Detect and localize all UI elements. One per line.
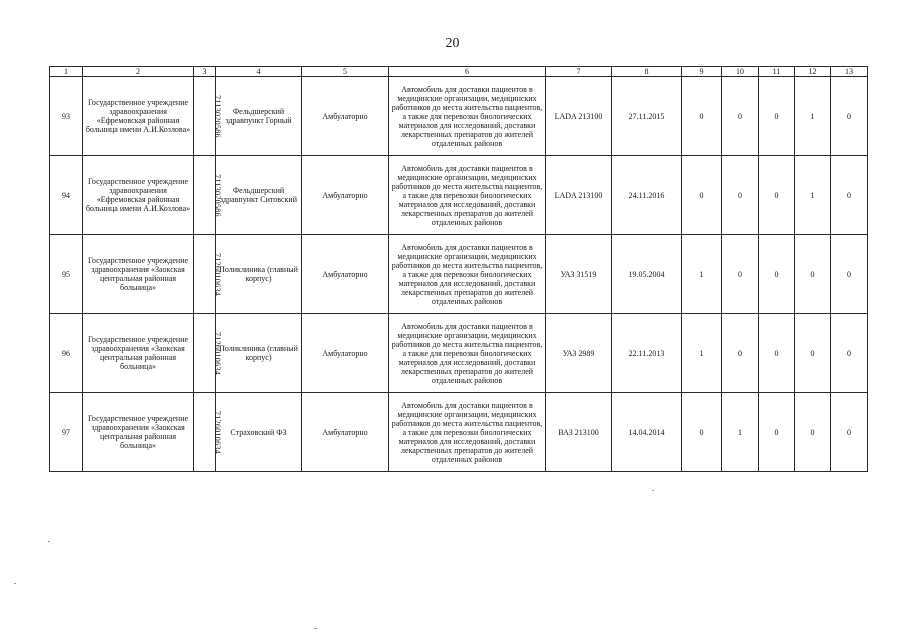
vehicle-purpose: Автомобиль для доставки пациентов в медицинские организации, медицинских работников до места жительства пациентов, а также для перевозки биологических материалов для исследований, доставки лекарственных препаратов до жителей отдаленных районов bbox=[389, 156, 546, 235]
vehicle-purpose: Автомобиль для доставки пациентов в медицинские организации, медицинских работников до места жительства пациентов, а также для перевозки биологических материалов для исследований, доставки лекарственных препаратов до жителей отдаленных районов bbox=[389, 393, 546, 472]
vehicle-model: УАЗ 2989 bbox=[546, 314, 612, 393]
col-12-value: 1 bbox=[795, 156, 831, 235]
inn-cell bbox=[194, 314, 222, 393]
vehicle-model: LADA 213100 bbox=[546, 156, 612, 235]
unit-name: Фельдшерский здравпункт Ситовский bbox=[216, 156, 302, 235]
col-header-9: 9 bbox=[682, 67, 722, 77]
col-header-7: 7 bbox=[546, 67, 612, 77]
acquisition-date: 24.11.2016 bbox=[612, 156, 682, 235]
row-number: 96 bbox=[50, 314, 83, 393]
col-13-value: 0 bbox=[831, 393, 868, 472]
col-11-value: 0 bbox=[759, 77, 795, 156]
inn-cell bbox=[194, 235, 222, 314]
inn-text: 7126010634 bbox=[213, 331, 222, 375]
col-header-11: 11 bbox=[759, 67, 795, 77]
acquisition-date: 14.04.2014 bbox=[612, 393, 682, 472]
acquisition-date: 27.11.2015 bbox=[612, 77, 682, 156]
col-9-value: 1 bbox=[682, 314, 722, 393]
page-number: 20 bbox=[445, 36, 460, 51]
table-row bbox=[50, 156, 868, 235]
row-number: 93 bbox=[50, 77, 83, 156]
vehicle-registry-table bbox=[49, 66, 868, 472]
table-row bbox=[50, 393, 868, 472]
organization-name: Государственное учреждение здравоохранения «Заокская центральная районная больница» bbox=[83, 393, 194, 472]
inn-cell bbox=[194, 156, 222, 235]
row-number: 97 bbox=[50, 393, 83, 472]
acquisition-date: 19.05.2004 bbox=[612, 235, 682, 314]
col-13-value: 0 bbox=[831, 77, 868, 156]
col-header-10: 10 bbox=[722, 67, 759, 77]
col-header-1: 1 bbox=[50, 67, 83, 77]
organization-name: Государственное учреждение здравоохранения «Ефремовская районная больница имени А.И.Козлова» bbox=[83, 156, 194, 235]
col-10-value: 0 bbox=[722, 235, 759, 314]
col-12-value: 1 bbox=[795, 77, 831, 156]
acquisition-date: 22.11.2013 bbox=[612, 314, 682, 393]
col-13-value: 0 bbox=[831, 156, 868, 235]
care-type: Амбулаторно bbox=[302, 235, 389, 314]
col-header-3: 3 bbox=[194, 67, 216, 77]
vehicle-purpose: Автомобиль для доставки пациентов в медицинские организации, медицинских работников до места жительства пациентов, а также для перевозки биологических материалов для исследований, доставки лекарственных препаратов до жителей отдаленных районов bbox=[389, 235, 546, 314]
inn-text: 7113020586 bbox=[212, 173, 222, 217]
col-11-value: 0 bbox=[759, 393, 795, 472]
vehicle-purpose: Автомобиль для доставки пациентов в медицинские организации, медицинских работников до места жительства пациентов, а также для перевозки биологических материалов для исследований, доставки лекарственных препаратов до жителей отдаленных районов bbox=[389, 314, 546, 393]
col-10-value: 1 bbox=[722, 393, 759, 472]
col-header-13: 13 bbox=[831, 67, 868, 77]
inn-text: 7126010634 bbox=[213, 410, 222, 454]
column-number-row bbox=[50, 67, 868, 77]
organization-name: Государственное учреждение здравоохранения «Заокская центральная районная больница» bbox=[83, 235, 194, 314]
col-header-5: 5 bbox=[302, 67, 389, 77]
care-type: Амбулаторно bbox=[302, 314, 389, 393]
col-header-2: 2 bbox=[83, 67, 194, 77]
col-10-value: 0 bbox=[722, 314, 759, 393]
col-12-value: 0 bbox=[795, 314, 831, 393]
col-header-8: 8 bbox=[612, 67, 682, 77]
organization-name: Государственное учреждение здравоохранения «Заокская центральная районная больница» bbox=[83, 314, 194, 393]
col-9-value: 1 bbox=[682, 235, 722, 314]
table-row bbox=[50, 77, 868, 156]
table-row bbox=[50, 235, 868, 314]
col-10-value: 0 bbox=[722, 77, 759, 156]
care-type: Амбулаторно bbox=[302, 393, 389, 472]
col-header-4: 4 bbox=[216, 67, 302, 77]
col-12-value: 0 bbox=[795, 393, 831, 472]
inn-cell bbox=[194, 77, 222, 156]
col-9-value: 0 bbox=[682, 77, 722, 156]
col-11-value: 0 bbox=[759, 314, 795, 393]
inn-cell bbox=[194, 393, 222, 472]
col-11-value: 0 bbox=[759, 156, 795, 235]
unit-name: Страховский ФЗ bbox=[216, 393, 302, 472]
inn-text: 7113020586 bbox=[212, 94, 222, 138]
vehicle-model: LADA 213100 bbox=[546, 77, 612, 156]
col-9-value: 0 bbox=[682, 156, 722, 235]
scan-speck bbox=[314, 628, 317, 629]
scan-speck bbox=[652, 490, 654, 491]
table-row bbox=[50, 314, 868, 393]
col-10-value: 0 bbox=[722, 156, 759, 235]
row-number: 95 bbox=[50, 235, 83, 314]
vehicle-model: ВАЗ 213100 bbox=[546, 393, 612, 472]
care-type: Амбулаторно bbox=[302, 156, 389, 235]
col-9-value: 0 bbox=[682, 393, 722, 472]
row-number: 94 bbox=[50, 156, 83, 235]
unit-name: Поликлиника (главный корпус) bbox=[216, 314, 302, 393]
unit-name: Фельдшерский здравпункт Горный bbox=[216, 77, 302, 156]
unit-name: Поликлиника (главный корпус) bbox=[216, 235, 302, 314]
col-header-6: 6 bbox=[389, 67, 546, 77]
organization-name: Государственное учреждение здравоохранения «Ефремовская районная больница имени А.И.Козлова» bbox=[83, 77, 194, 156]
col-13-value: 0 bbox=[831, 314, 868, 393]
scan-speck bbox=[14, 583, 16, 584]
care-type: Амбулаторно bbox=[302, 77, 389, 156]
vehicle-model: УАЗ 31519 bbox=[546, 235, 612, 314]
col-13-value: 0 bbox=[831, 235, 868, 314]
col-12-value: 0 bbox=[795, 235, 831, 314]
col-11-value: 0 bbox=[759, 235, 795, 314]
vehicle-purpose: Автомобиль для доставки пациентов в медицинские организации, медицинских работников до места жительства пациентов, а также для перевозки биологических материалов для исследований, доставки лекарственных препаратов до жителей отдаленных районов bbox=[389, 77, 546, 156]
inn-text: 7126010634 bbox=[213, 252, 222, 296]
col-header-12: 12 bbox=[795, 67, 831, 77]
scan-speck bbox=[48, 541, 50, 542]
